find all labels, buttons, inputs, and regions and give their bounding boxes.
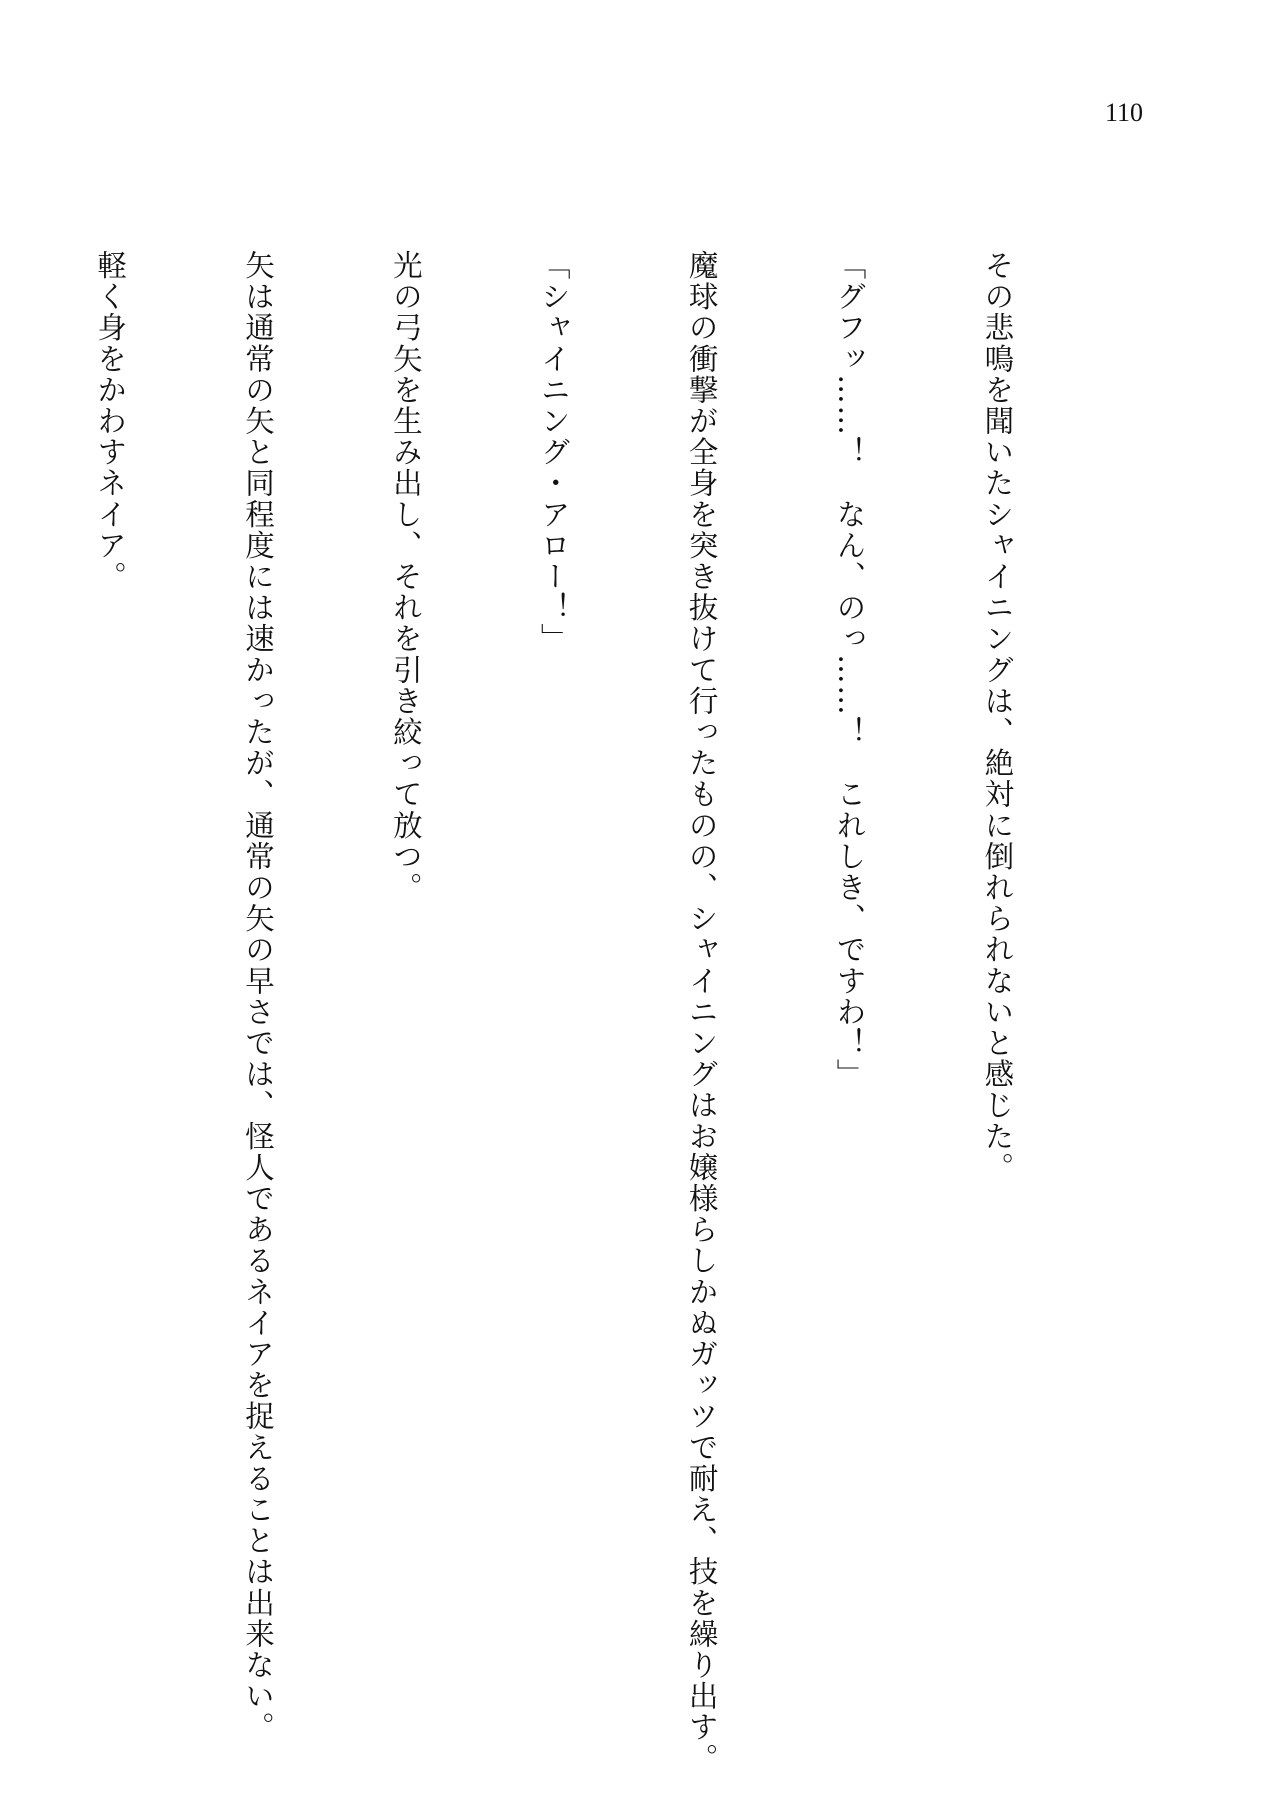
text-line: 矢は通常の矢と同程度には速かったが、通常の矢の早さでは、怪人であるネイアを捉えることは出来ない。 — [240, 250, 275, 1743]
text-line: 魔球の衝撃が全身を突き抜けて行ったものの、シャイニングはお嬢様らしかぬガッツで耐え、技を繰り出す。 — [684, 250, 719, 1774]
text-line: その悲鳴を聞いたシャイニングは、絶対に倒れられないと感じた。 — [980, 250, 1015, 1183]
vertical-text-body — [93, 250, 1120, 1774]
text-line: 「グフッ……！ なん、のっ……！ これしき、ですわ！」 — [832, 250, 867, 1090]
text-line: 光の弓矢を生み出し、それを引き絞って放つ。 — [388, 250, 423, 904]
text-line: 軽く身をかわすネイア。 — [93, 250, 128, 593]
text-line: 「シャイニング・アロー！」 — [536, 250, 571, 655]
page-number: 110 — [1105, 98, 1144, 127]
